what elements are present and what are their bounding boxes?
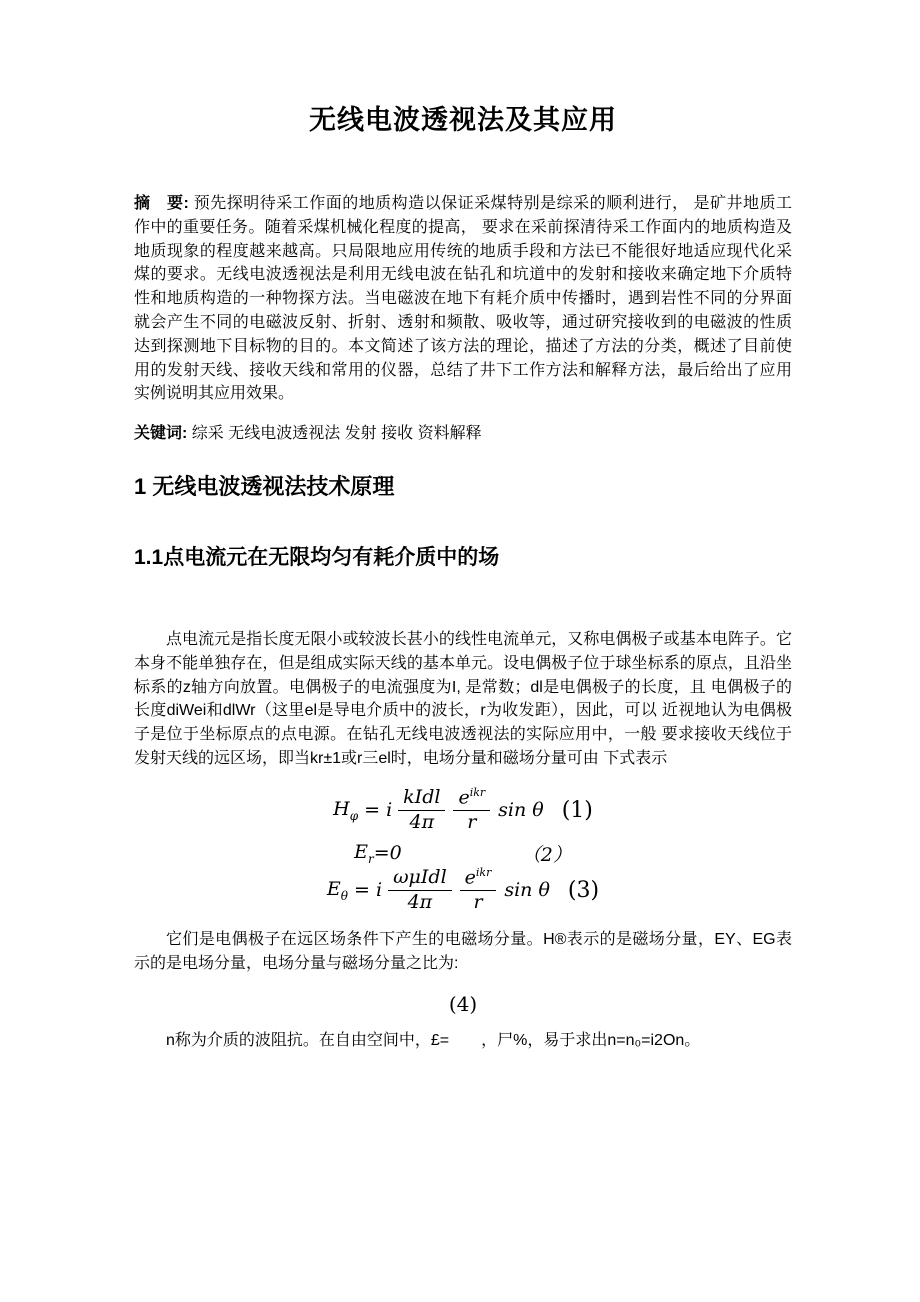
equation-2-number: （2）: [521, 843, 572, 866]
equations-block: [134, 787, 792, 914]
equation-1-trig: sin θ: [498, 799, 544, 822]
equation-3-trig: sin θ: [504, 879, 550, 902]
equation-2: [134, 840, 792, 867]
section-heading-1-1: 1.1点电流元在无限均匀有耗介质中的场: [134, 545, 500, 569]
section-heading-1: 1 无线电波透视法技术原理: [134, 473, 395, 499]
equation-1-fraction-2: $\frac{e^{ikr}}{r}$: [453, 787, 490, 834]
equation-3-fraction-2: $\frac{e^{ikr}}{r}$: [460, 867, 497, 914]
abstract-text: 预先探明待采工作面的地质构造以保证采煤特别是综采的顺利进行， 是矿井地质工 作中的重要任务。随着采煤机械化程度的提高， 要求在采前探清待采工作面内的地质构造及 地质现象的程度越来越高。只局限地应用传统的地质手段和方法已不能很好地适应现代化采 煤的要求。无线电波透视法是利用无线电波在钻孔和坑道中的发射和接收来确定地下介质特 性和地质构造的一种物探方法。当电磁波在地下有耗介质中传播时，遇到岩性不同的分界面 就会产生不同的电磁波反射、折射、透射和频散、吸收等，通过研究接收到的电磁波的性质 达到探测地下目标物的目的。本文简述了该方法的理论，描述了方法的分类，概述了目前使 用的发射天线、接收天线和常用的仪器，总结了井下工作方法和解释方法，最后给出了应用 实例说明其应用效果。: [134, 195, 809, 403]
equation-2-symbol: $E_r$: [354, 840, 374, 866]
equation-4-number: (4): [448, 992, 478, 1017]
equation-1-number: (1): [561, 797, 593, 823]
paragraph-1: 点电流元是指长度无限小或较波长甚小的线性电流单元，又称电偶极子或基本电阵子。它本身不能单独存在，但是组成实际天线的基本单元。设电偶极子位于球坐标系的原点，且沿坐标系的z轴方向放置。电偶极子的电流强度为I, 是常数；dl是电偶极子的长度，且 电偶极子的长度diWei和dlWr（这里el是导电介质中的波长，r为收发距），因此，可以 近视地认为电偶极子是位于坐标原点的点电源。在钻孔无线电波透视法的实际应用中，一般 要求接收天线位于发射天线的远区场，即当kr±1或r三el时，电场分量和磁场分量可由 下式表示: [134, 630, 792, 767]
paragraph-3: n称为介质的波阻抗。在自由空间中，£= ，尸%，易于求出n=n₀=i2On。: [166, 1032, 701, 1050]
abstract-label: 摘 要:: [134, 195, 189, 212]
equation-3-fraction-1: $\frac{\text{ωμIdl}}{4\pi}$: [388, 867, 452, 914]
equation-1-formula: [333, 787, 544, 834]
paragraph-2: 它们是电偶极子在远区场条件下产生的电磁场分量。H®表示的是磁场分量，EY、EG表示的是电场分量，电场分量与磁场分量之比为:: [134, 930, 792, 972]
equation-3-relation: = i: [354, 879, 383, 902]
equation-3-symbol: $E_\theta$: [326, 877, 349, 903]
abstract-paragraph: [134, 192, 809, 406]
keywords-label: 关键词:: [134, 425, 188, 443]
keywords-line: [134, 422, 792, 446]
equation-3-formula: [327, 867, 550, 914]
equation-3-number: (3): [567, 877, 600, 903]
equation-2-formula: [354, 841, 402, 866]
equation-1: [134, 787, 792, 834]
equation-1-symbol: $H_\varphi$: [333, 797, 359, 823]
equation-2-relation: =0: [373, 842, 402, 865]
equation-1-fraction-1: $\frac{\text{kIdl}}{4\pi}$: [398, 787, 445, 834]
equation-1-relation: = i: [364, 799, 393, 822]
keywords-text: 综采 无线电波透视法 发射 接收 资料解释: [187, 425, 482, 443]
document-title: 无线电波透视法及其应用: [309, 105, 617, 135]
equation-3: [134, 867, 792, 914]
